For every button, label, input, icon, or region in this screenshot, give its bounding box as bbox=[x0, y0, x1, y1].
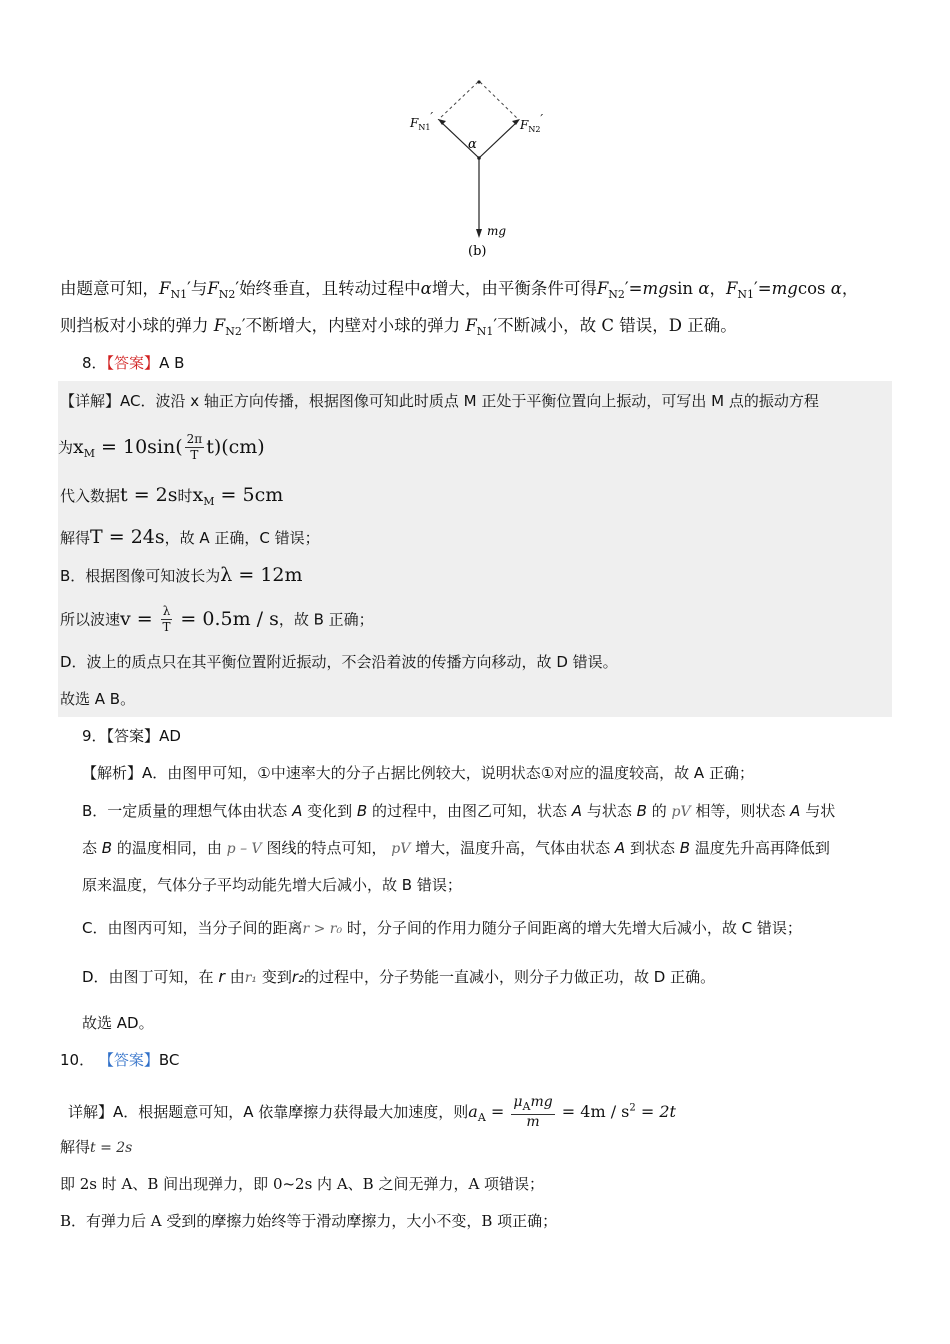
q10-answer-line: 10． 【答案】BC bbox=[60, 1051, 180, 1069]
q8-line-6: 所以波速v = $\frac{\lambda}{T}$ = 0.5m / s，故 B 正确； bbox=[60, 604, 374, 634]
q8-answer-line: 8．【答案】A B bbox=[82, 354, 185, 372]
q9-line-7: 故选 AD。 bbox=[82, 1014, 154, 1032]
q8-line-5: B．根据图像可知波长为λ = 12m bbox=[60, 564, 303, 586]
q9-answer-line: 9．【答案】AD bbox=[82, 727, 181, 745]
dashed-line-right bbox=[480, 82, 519, 120]
force-diagram bbox=[400, 72, 560, 262]
q10-line-2: 解得t = 2s bbox=[60, 1138, 133, 1156]
q9-line-6: D．由图丁可知，在 r 由r₁ 变到r₂的过程中，分子势能一直减小，则分子力做正功，故 D 正确。 bbox=[82, 967, 716, 986]
q9-line-2: B．一定质量的理想气体由状态 A 变化到 B 的过程中，由图乙可知，状态 A 与状态 B 的 pV 相等，则状态 A 与状 bbox=[82, 802, 836, 820]
diagram-caption: (b) bbox=[468, 244, 487, 259]
label-mg: mg bbox=[487, 224, 507, 238]
q10-answer-tag: 【答案】 bbox=[98, 1051, 159, 1069]
q10-line-4: B．有弹力后 A 受到的摩擦力始终等于滑动摩擦力，大小不变，B 项正确； bbox=[60, 1212, 558, 1230]
q8-line-2: 为$x_M = 10\sin$( $\frac{2\pi}{T}$ t)(cm) bbox=[58, 432, 265, 462]
q8-line-8: 故选 A B。 bbox=[60, 690, 136, 708]
q8-answer-tag: 【答案】 bbox=[106, 354, 160, 372]
center-point bbox=[477, 156, 481, 160]
q9-line-5: C．由图丙可知，当分子间的距离r > r₀ 时，分子间的作用力随分子间距离的增大先增大后减小，故 C 错误； bbox=[82, 919, 802, 937]
label-fn1: $F_{N1}'$ bbox=[410, 110, 434, 132]
q7-line-2: 则挡板对小球的弹力 $F_{N2}'$不断增大，内壁对小球的弹力 $F_{N1}'$不断减小，故 C 错误，D 正确。 bbox=[60, 316, 737, 338]
q8-line-1: 【详解】AC．波沿 x 轴正方向传播，根据图像可知此时质点 M 正处于平衡位置向上振动，可写出 M 点的振动方程 bbox=[60, 392, 819, 410]
force-fn2-arrow-icon bbox=[512, 119, 520, 125]
q8-line-3: 代入数据t = 2s时$x_M = 5cm$ bbox=[60, 484, 284, 508]
q10-line-1: 详解】A．根据题意可知，A 依靠摩擦力获得最大加速度，则$a_A$ = $\frac{\mu_Amg}{m}$ = $4m / s^2 = 2t$ bbox=[68, 1094, 676, 1130]
dashed-line-left bbox=[438, 82, 478, 120]
force-mg-arrow-icon bbox=[476, 229, 482, 238]
label-fn2: $F_{N2}'$ bbox=[520, 112, 544, 134]
q10-line-3: 即 2s 时 A、B 间出现弹力，即 0~2s 内 A、B 之间无弹力，A 项错误； bbox=[60, 1175, 545, 1193]
top-point bbox=[477, 80, 480, 83]
q8-line-7: D．波上的质点只在其平衡位置附近振动，不会沿着波的传播方向移动，故 D 错误。 bbox=[60, 653, 618, 671]
force-fn1-arrow-icon bbox=[438, 119, 446, 125]
q9-line-1: 【解析】A．由图甲可知，①中速率大的分子占据比例较大，说明状态①对应的温度较高，故 A 正确； bbox=[82, 764, 754, 782]
q8-line-4: 解得T = 24s，故 A 正确，C 错误； bbox=[60, 526, 320, 548]
q9-line-3: 态 B 的温度相同，由 p – V 图线的特点可知， pV 增大，温度升高，气体由状态 A 到状态 B 温度先升高再降低到 bbox=[82, 839, 830, 857]
force-fn2-line bbox=[479, 122, 517, 158]
q9-line-4: 原来温度，气体分子平均动能先增大后减小，故 B 错误； bbox=[82, 876, 462, 894]
q7-line-1: 由题意可知，$F_{N1}'$与$F_{N2}'$始终垂直，且转动过程中α增大，由平衡条件可得$F_{N2}'=mgsin$ α，$F_{N1}'=mgcos$ α， bbox=[60, 279, 859, 301]
label-alpha: α bbox=[468, 137, 477, 152]
